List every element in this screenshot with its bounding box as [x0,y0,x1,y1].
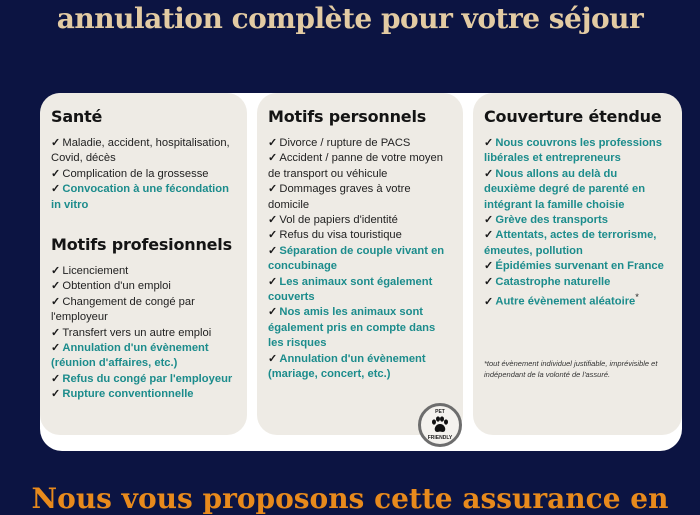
list-item: ✓ Nos amis les animaux sont également pris en compte dans les risques [268,306,436,350]
section-title-motifs-personnels: Motifs personnels [268,107,427,126]
list-item: ✓ Vol de papiers d'identité [268,214,398,227]
section-title-couverture-etendue: Couverture étendue [484,107,662,126]
check-icon: ✓ [268,275,278,288]
check-icon: ✓ [51,280,61,293]
check-icon: ✓ [51,326,61,339]
list-item: ✓ Rupture conventionnelle [51,388,194,401]
list-item: ✓ Divorce / rupture de PACS [268,137,411,149]
list-item: ✓ Grève des transports [484,214,608,227]
badge-label-top: PET [435,409,445,415]
list-item: ✓ Épidémies survenant en France [484,260,664,273]
paw-icon [430,416,450,434]
list-item: ✓ Catastrophe naturelle [484,275,611,288]
check-icon: ✓ [51,342,61,355]
section-title-sante: Santé [51,107,103,126]
coverage-panel [40,93,682,451]
list-item: ✓ Refus du congé par l'employeur [51,372,233,385]
list-motifs-professionnels [51,264,236,403]
check-icon: ✓ [268,183,278,196]
check-icon: ✓ [51,167,61,180]
check-icon: ✓ [51,137,61,149]
check-icon: ✓ [51,183,61,196]
list-motifs-personnels [268,136,452,383]
list-item: ✓ Obtention d'un emploi [51,280,171,293]
list-item: ✓ Nous couvrons les professions libérales et entrepreneurs [484,137,662,165]
column-couverture-etendue [473,93,682,435]
column-motifs-personnels [257,93,463,435]
check-icon: ✓ [268,244,278,257]
check-icon: ✓ [268,152,278,165]
list-item: ✓ Transfert vers un autre emploi [51,326,212,339]
list-couverture-etendue [484,136,671,310]
check-icon: ✓ [51,295,61,308]
check-icon: ✓ [484,295,494,308]
check-icon: ✓ [484,167,494,180]
check-icon: ✓ [51,265,61,278]
footnote: *tout évènement individuel justifiable, imprévisible et indépendant de la volonté de l'assuré. [484,359,658,380]
list-item: ✓ Dommages graves à votre domicile [268,183,411,211]
check-icon: ✓ [484,275,494,288]
check-icon: ✓ [268,352,278,365]
list-item: ✓ Licenciement [51,265,129,278]
check-icon: ✓ [268,137,278,149]
pet-friendly-badge [418,403,462,447]
list-item: ✓ Convocation à une fécondation in vitro [51,183,229,211]
bottom-headline: Nous vous proposons cette assurance en [31,482,669,515]
list-sante [51,136,236,213]
list-item: ✓ Annulation d'un évènement (mariage, concert, etc.) [268,352,426,381]
list-item: ✓ Maladie, accident, hospitalisation, Covid, décès [51,137,230,165]
headline: annulation complète pour votre séjour [56,2,644,35]
check-icon: ✓ [51,388,61,401]
check-icon: ✓ [484,229,494,242]
check-icon: ✓ [268,306,278,319]
list-item: ✓ Séparation de couple vivant en concubinage [268,244,445,273]
check-icon: ✓ [484,260,494,273]
check-icon: ✓ [268,214,278,227]
asterisk: * [635,292,639,303]
badge-label-bottom: FRIENDLY [427,435,453,441]
list-item: ✓ Nous allons au delà du deuxième degré de parenté en intégrant la famille choisie [484,167,646,211]
check-icon: ✓ [484,214,494,227]
list-item: ✓ Annulation d'un évènement (réunion d'affaires, etc.) [51,342,209,370]
section-title-motifs-professionnels: Motifs profesionnels [51,235,232,255]
list-item: ✓ Les animaux sont également couverts [268,275,433,304]
list-item: ✓ Complication de la grossesse [51,167,209,180]
list-item: ✓ Attentats, actes de terrorisme, émeutes, pollution [484,229,657,257]
check-icon: ✓ [268,229,278,242]
list-item: ✓ Accident / panne de votre moyen de transport ou véhicule [268,152,443,180]
list-item: ✓ Refus du visa touristique [268,229,402,242]
list-item: ✓ Changement de congé par l'employeur [51,295,195,324]
check-icon: ✓ [51,372,61,385]
check-icon: ✓ [484,137,494,149]
column-sante [40,93,247,435]
list-item: ✓ Autre évènement aléatoire* [484,292,639,308]
